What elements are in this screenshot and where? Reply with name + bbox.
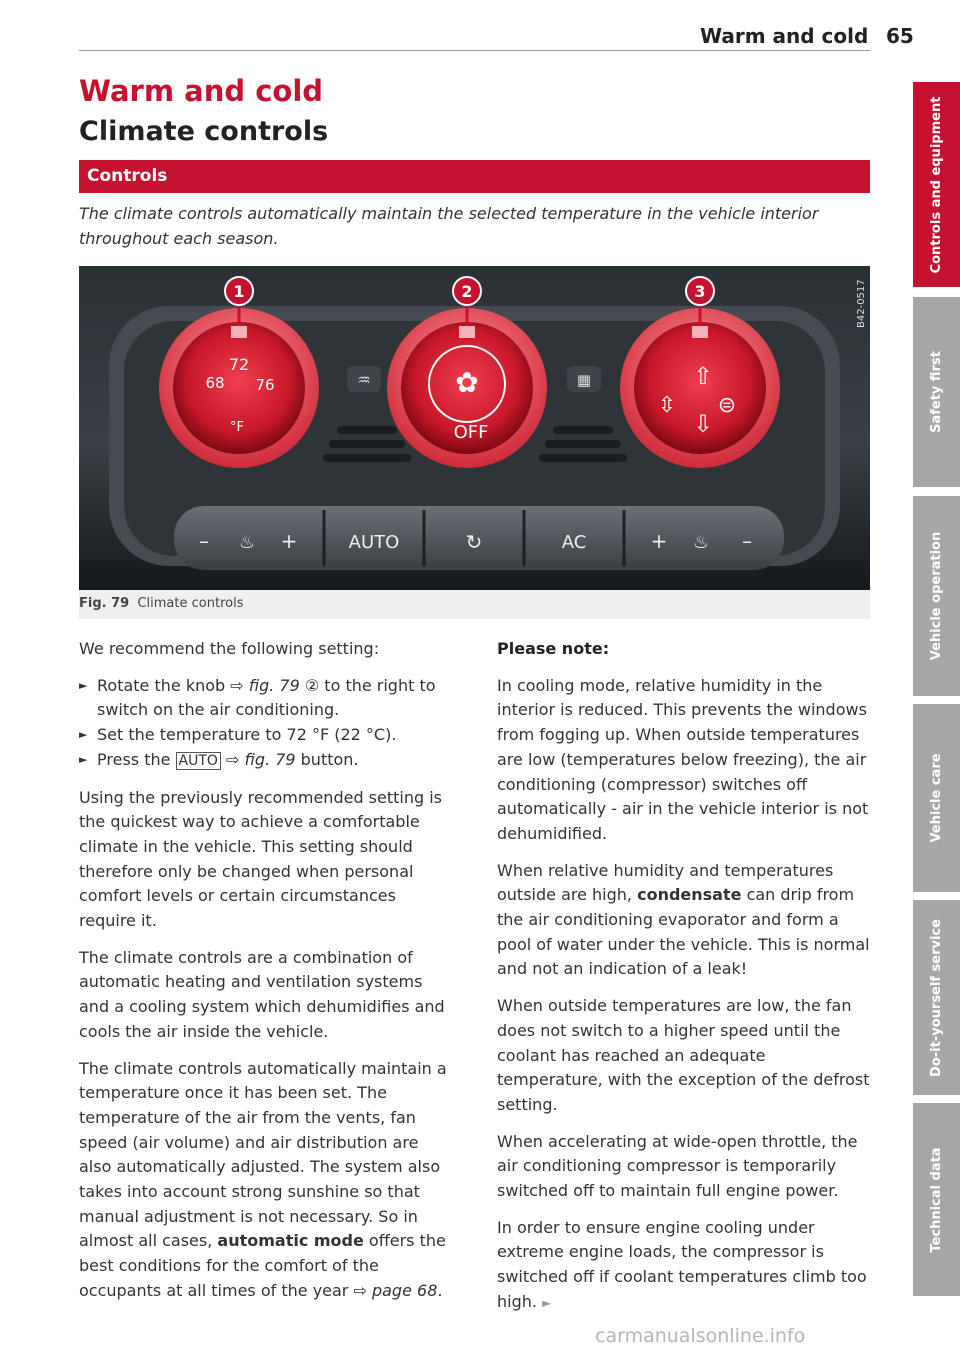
intro-text: The climate controls automatically maintain the selected temperature in the vehicle interior throughout each season. [79,204,819,248]
front-defrost-icon: ▦ [576,371,592,389]
chapter-heading: Warm and cold [79,74,324,108]
tab-vehicle-operation[interactable]: Vehicle operation [913,496,960,696]
tab-vehicle-care[interactable]: Vehicle care [913,704,960,892]
section-bar-label: Controls [87,166,168,186]
auto-button-label: AUTO [348,532,400,553]
airflow-middle-icon: ⇳ [657,393,677,418]
seat-heat-right-icon: ♨ [692,532,710,553]
tab-technical-data[interactable]: Technical data [913,1103,960,1296]
continue-arrow-icon: ► [542,1295,552,1310]
svg-text:1: 1 [233,282,245,301]
fan-knob [387,308,547,468]
page-68-link[interactable]: ⇨ page 68 [353,1280,438,1300]
fan-icon: ✿ [455,366,479,399]
climate-panel-illustration [79,266,870,590]
running-title: Warm and cold [700,24,869,48]
paragraph-automatic: The climate controls automatically maintain a temperature once it has been set. The temperature of the air from the vents, fan speed (air volume) and air distribution are also automatically adjusted. The system also takes into account strong sunshine so that manual adjustment is not necessary. So in almost all cases, automatic mode offers the best conditions for the comfort of the occupants at all times of the year ⇨ page 68. [79,1058,447,1300]
page-number: 65 [886,24,914,48]
watermark: carmanualsonline.info [595,1325,806,1347]
paragraph-condensate: When relative humidity and temperatures outside are high, condensate can drip from the air conditioning evaporator and form a pool of water under the vehicle. This is normal and not an indication of a leak! [497,860,870,979]
section-bar [79,160,870,193]
header-rule [79,50,870,51]
temp-76-label: 76 [255,376,275,394]
paragraph-cooling-mode: In cooling mode, relative humidity in the interior is reduced. This prevents the windows from fogging up. When outside temperatures are low (temperatures below freezing), the air conditioning (compressor) switches off automatically - air in the vehicle interior is not dehumidified. [497,675,869,843]
tab-controls-and-equipment[interactable]: Controls and equipment [913,82,960,287]
left-column [79,637,454,1316]
ac-button-label: AC [561,532,587,553]
rear-defrost-icon: ♒ [357,371,371,389]
seat-heat-minus-label: – [199,529,209,553]
svg-text:2: 2 [461,282,473,301]
paragraph-throttle: When accelerating at wide-open throttle, the air conditioning compressor is temporarily switched off to maintain full engine power. [497,1131,858,1201]
please-note-heading: Please note: [497,639,610,658]
figure-caption-label: Fig. 79 [79,596,130,611]
step-press-auto: ► Press the AUTO ⇨ fig. 79 button. [79,748,454,774]
right-column [497,637,872,1328]
unit-fahrenheit-label: °F [230,420,244,435]
paragraph-fan-speed: When outside temperatures are low, the fan does not switch to a higher speed until the coolant has reached an adequate temperature, with the exception of the defrost setting. [497,996,870,1114]
defrost-icon: ⊜ [717,393,737,418]
fig-79-link[interactable]: ⇨ fig. 79 [230,675,300,695]
airflow-down-icon: ⇩ [692,410,714,438]
fig-79-link-2[interactable]: ⇨ fig. 79 [220,749,296,769]
paragraph-setting: Using the previously recommended setting is the quickest way to achieve a comfortable climate in the vehicle. This setting should therefore only be changed when personal comfort levels or certain circumstances require it. [79,787,443,931]
figure-caption-text: Climate controls [137,596,244,611]
airflow-up-icon: ⇧ [692,362,714,390]
temp-72-label: 72 [228,355,250,374]
climate-controls-figure [79,266,870,590]
paragraph-engine-cooling: In order to ensure engine cooling under extreme engine loads, the compressor is switched off if coolant temperatures climb too high. ► [497,1217,867,1311]
temperature-knob [159,308,319,468]
steps-list [79,674,454,774]
svg-text:3: 3 [694,282,706,301]
section-heading: Climate controls [79,116,329,147]
step-set-temperature: ► Set the temperature to 72 °F (22 °C). [79,723,454,748]
recommend-text: We recommend the following setting: [79,639,380,658]
seat-heat-left-icon: ♨ [238,532,256,553]
paragraph-combination: The climate controls are a combination of automatic heating and ventilation systems and a cooling system which dehumidifies and cools the air inside the vehicle. [79,947,445,1041]
tab-safety-first[interactable]: Safety first [913,297,960,487]
button-row [174,506,784,570]
seat-heat-right-minus-label: – [742,529,752,553]
step-rotate-knob: ► Rotate the knob ⇨ fig. 79 ② to the right to switch on the air conditioning. [79,674,454,723]
figure-code: B42-0517 [856,279,867,328]
seat-heat-plus-label: + [280,529,298,553]
auto-key: AUTO [176,752,221,770]
seat-heat-right-plus-label: + [650,529,668,553]
tab-do-it-yourself-service[interactable]: Do-it-yourself service [913,900,960,1095]
air-distribution-knob [620,308,780,468]
figure-caption [79,596,243,611]
temp-68-label: 68 [205,374,225,392]
off-label: OFF [453,422,489,443]
recirculation-icon: ↻ [465,530,483,554]
